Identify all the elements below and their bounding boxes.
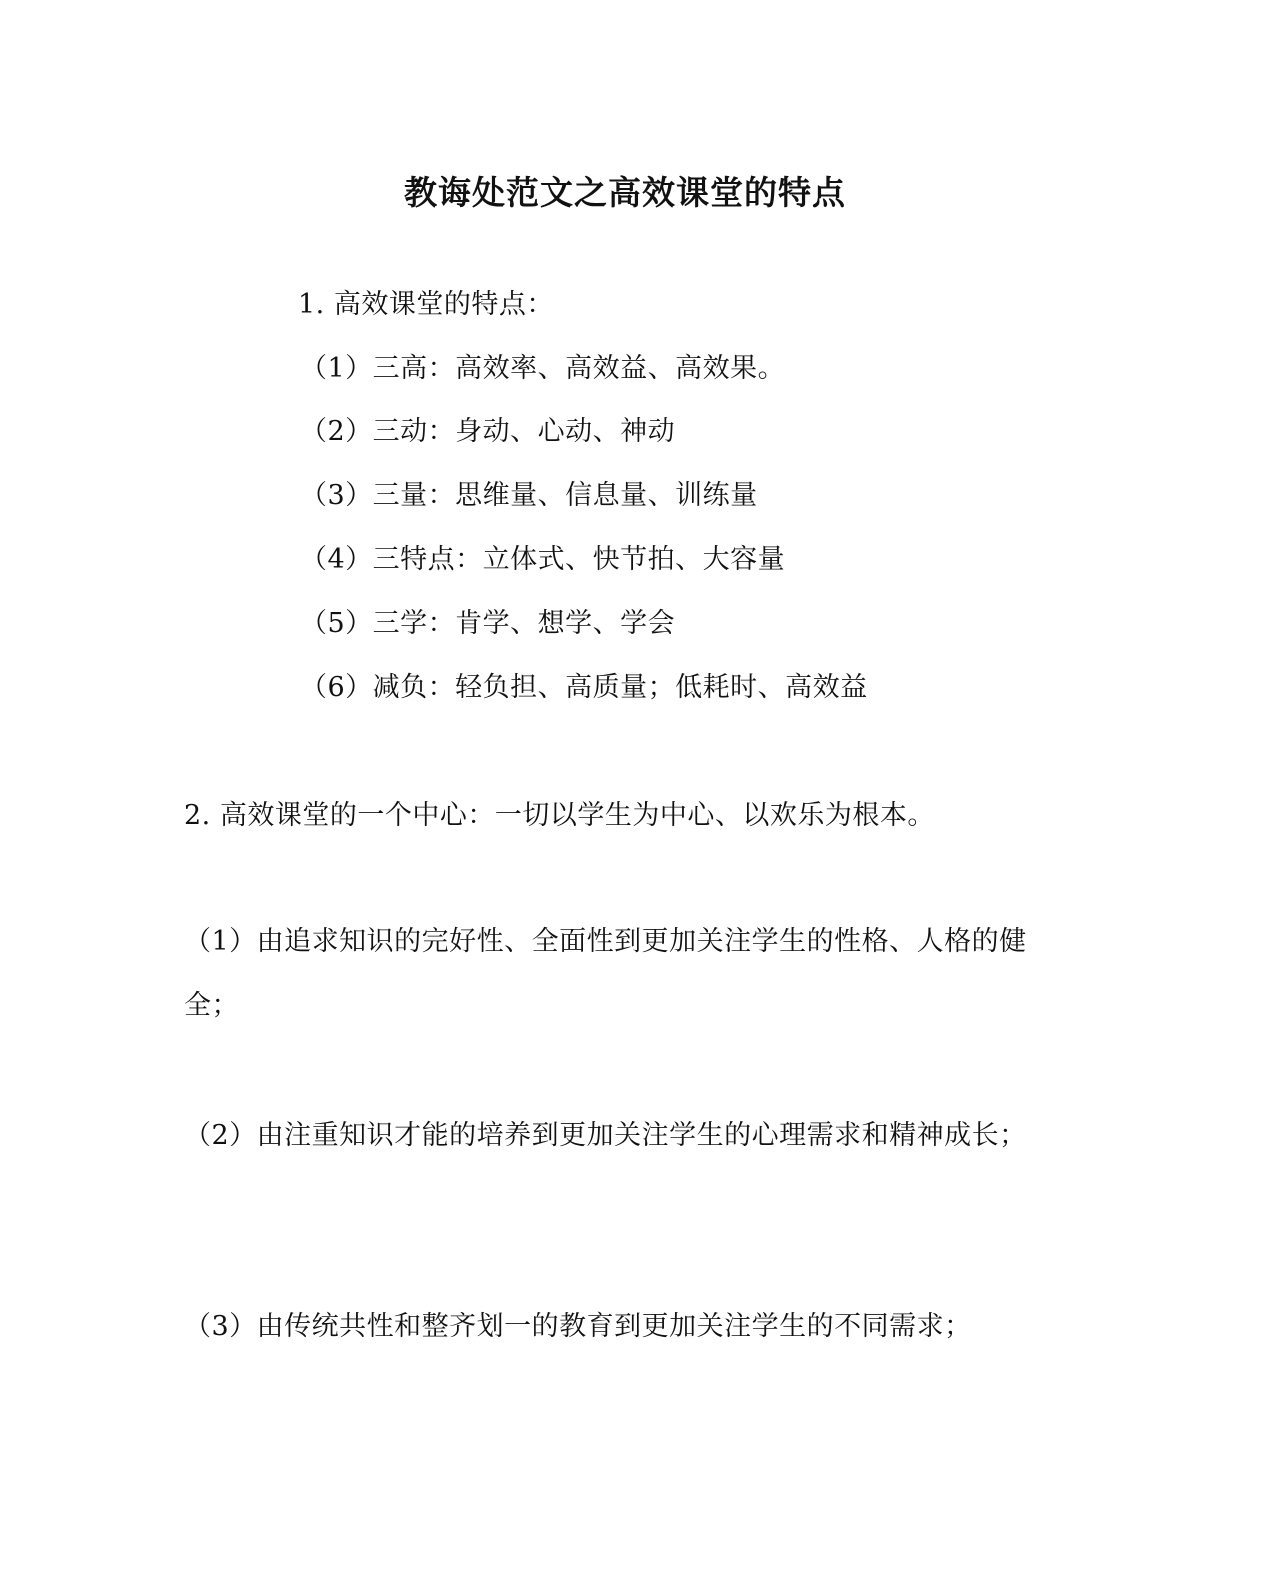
- section1-item-4: （4）三特点：立体式、快节拍、大容量: [300, 544, 786, 575]
- section1-item-2: （2）三动：身动、心动、神动: [300, 416, 676, 447]
- document-title: 教诲处范文之高效课堂的特点: [404, 173, 846, 212]
- section2-item-2: （2）由注重知识才能的培养到更加关注学生的心理需求和精神成长；: [184, 1120, 1027, 1151]
- section1-item-3: （3）三量：思维量、信息量、训练量: [300, 480, 758, 511]
- section2-heading: 2. 高效课堂的一个中心：一切以学生为中心、以欢乐为根本。: [184, 800, 935, 831]
- section2-item-1: （1）由追求知识的完好性、全面性到更加关注学生的性格、人格的健全；: [184, 926, 1027, 1021]
- section1-item-1: （1）三高：高效率、高效益、高效果。: [300, 353, 786, 384]
- section1-item-6: （6）减负：轻负担、高质量；低耗时、高效益: [300, 672, 868, 703]
- section1-heading: 1. 高效课堂的特点：: [298, 289, 554, 320]
- section1-item-5: （5）三学：肯学、想学、学会: [300, 608, 676, 639]
- section2-item-3: （3）由传统共性和整齐划一的教育到更加关注学生的不同需求；: [184, 1311, 972, 1342]
